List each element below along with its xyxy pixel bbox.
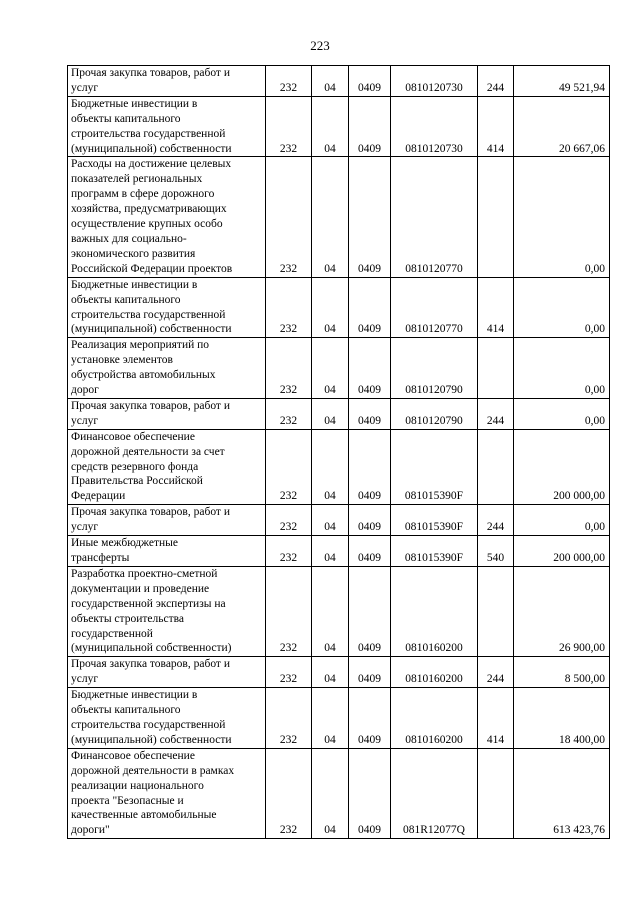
cell-target-article-code: 0810120770 <box>391 157 478 277</box>
cell-subsection-code: 0409 <box>349 748 391 838</box>
cell-section-code: 04 <box>312 398 349 429</box>
cell-amount: 0,00 <box>514 505 610 536</box>
cell-amount: 0,00 <box>514 398 610 429</box>
cell-target-article-code: 0810120790 <box>391 338 478 399</box>
cell-expense-type-code <box>478 338 514 399</box>
cell-section-code: 04 <box>312 157 349 277</box>
cell-subsection-code: 0409 <box>349 536 391 567</box>
cell-target-article-code: 081015390F <box>391 429 478 505</box>
cell-expense-type-code <box>478 566 514 656</box>
cell-amount: 26 900,00 <box>514 566 610 656</box>
cell-ministry-code: 232 <box>266 536 312 567</box>
table-row <box>68 429 610 505</box>
cell-subsection-code: 0409 <box>349 688 391 749</box>
cell-ministry-code: 232 <box>266 157 312 277</box>
cell-subsection-code: 0409 <box>349 66 391 97</box>
cell-subsection-code: 0409 <box>349 429 391 505</box>
cell-subsection-code: 0409 <box>349 277 391 338</box>
cell-section-code: 04 <box>312 66 349 97</box>
cell-expense-type-code <box>478 157 514 277</box>
cell-description: Разработка проектно-сметной документации и проведение государственной экспертизы на объекты строительства государственной (муниципальной собственности) <box>68 566 266 656</box>
budget-table-body <box>68 66 610 839</box>
table-row <box>68 277 610 338</box>
cell-target-article-code: 081015390F <box>391 536 478 567</box>
cell-expense-type-code: 244 <box>478 657 514 688</box>
cell-target-article-code: 0810120730 <box>391 96 478 157</box>
table-row <box>68 505 610 536</box>
cell-section-code: 04 <box>312 657 349 688</box>
cell-section-code: 04 <box>312 688 349 749</box>
cell-description: Прочая закупка товаров, работ и услуг <box>68 66 266 97</box>
cell-amount: 20 667,06 <box>514 96 610 157</box>
table-row <box>68 657 610 688</box>
cell-description: Бюджетные инвестиции в объекты капитального строительства государственной (муниципальной) собственности <box>68 688 266 749</box>
cell-expense-type-code <box>478 748 514 838</box>
cell-target-article-code: 0810160200 <box>391 566 478 656</box>
cell-section-code: 04 <box>312 338 349 399</box>
cell-amount: 49 521,94 <box>514 66 610 97</box>
table-row <box>68 398 610 429</box>
table-row <box>68 748 610 838</box>
cell-description: Прочая закупка товаров, работ и услуг <box>68 398 266 429</box>
table-row <box>68 96 610 157</box>
cell-amount: 200 000,00 <box>514 536 610 567</box>
cell-ministry-code: 232 <box>266 748 312 838</box>
cell-ministry-code: 232 <box>266 398 312 429</box>
cell-ministry-code: 232 <box>266 338 312 399</box>
cell-section-code: 04 <box>312 429 349 505</box>
cell-amount: 0,00 <box>514 277 610 338</box>
cell-section-code: 04 <box>312 536 349 567</box>
table-row <box>68 66 610 97</box>
cell-section-code: 04 <box>312 748 349 838</box>
cell-target-article-code: 0810160200 <box>391 688 478 749</box>
cell-target-article-code: 0810120790 <box>391 398 478 429</box>
cell-amount: 18 400,00 <box>514 688 610 749</box>
cell-expense-type-code: 414 <box>478 96 514 157</box>
cell-section-code: 04 <box>312 96 349 157</box>
cell-target-article-code: 0810120730 <box>391 66 478 97</box>
cell-ministry-code: 232 <box>266 505 312 536</box>
cell-expense-type-code <box>478 429 514 505</box>
cell-amount: 0,00 <box>514 157 610 277</box>
cell-description: Прочая закупка товаров, работ и услуг <box>68 505 266 536</box>
cell-ministry-code: 232 <box>266 429 312 505</box>
cell-ministry-code: 232 <box>266 657 312 688</box>
cell-amount: 8 500,00 <box>514 657 610 688</box>
cell-section-code: 04 <box>312 505 349 536</box>
cell-subsection-code: 0409 <box>349 505 391 536</box>
cell-target-article-code: 0810160200 <box>391 657 478 688</box>
cell-target-article-code: 081R12077Q <box>391 748 478 838</box>
table-row <box>68 338 610 399</box>
cell-amount: 613 423,76 <box>514 748 610 838</box>
cell-description: Прочая закупка товаров, работ и услуг <box>68 657 266 688</box>
cell-section-code: 04 <box>312 566 349 656</box>
cell-subsection-code: 0409 <box>349 398 391 429</box>
cell-ministry-code: 232 <box>266 96 312 157</box>
cell-expense-type-code: 414 <box>478 277 514 338</box>
cell-amount: 0,00 <box>514 338 610 399</box>
cell-description: Расходы на достижение целевых показателей региональных программ в сфере дорожного хозяйства, предусматривающих осуществление крупных особо важных для социально- экономического развития Российской Федерации проектов <box>68 157 266 277</box>
cell-subsection-code: 0409 <box>349 338 391 399</box>
cell-section-code: 04 <box>312 277 349 338</box>
cell-ministry-code: 232 <box>266 277 312 338</box>
table-row <box>68 157 610 277</box>
cell-description: Иные межбюджетные трансферты <box>68 536 266 567</box>
cell-subsection-code: 0409 <box>349 566 391 656</box>
cell-subsection-code: 0409 <box>349 96 391 157</box>
cell-ministry-code: 232 <box>266 66 312 97</box>
cell-expense-type-code: 244 <box>478 505 514 536</box>
table-row <box>68 566 610 656</box>
cell-description: Финансовое обеспечение дорожной деятельности за счет средств резервного фонда Правительства Российской Федерации <box>68 429 266 505</box>
cell-expense-type-code: 244 <box>478 66 514 97</box>
cell-expense-type-code: 414 <box>478 688 514 749</box>
cell-ministry-code: 232 <box>266 688 312 749</box>
cell-description: Реализация мероприятий по установке элементов обустройства автомобильных дорог <box>68 338 266 399</box>
cell-ministry-code: 232 <box>266 566 312 656</box>
table-row <box>68 536 610 567</box>
cell-description: Бюджетные инвестиции в объекты капитального строительства государственной (муниципальной) собственности <box>68 277 266 338</box>
budget-table <box>67 65 610 839</box>
cell-subsection-code: 0409 <box>349 157 391 277</box>
cell-target-article-code: 0810120770 <box>391 277 478 338</box>
cell-description: Финансовое обеспечение дорожной деятельности в рамках реализации национального проекта "Безопасные и качественные автомобильные дороги" <box>68 748 266 838</box>
table-row <box>68 688 610 749</box>
cell-target-article-code: 081015390F <box>391 505 478 536</box>
cell-expense-type-code: 540 <box>478 536 514 567</box>
cell-subsection-code: 0409 <box>349 657 391 688</box>
cell-expense-type-code: 244 <box>478 398 514 429</box>
cell-amount: 200 000,00 <box>514 429 610 505</box>
page-number: 223 <box>310 38 330 53</box>
cell-description: Бюджетные инвестиции в объекты капитального строительства государственной (муниципальной) собственности <box>68 96 266 157</box>
